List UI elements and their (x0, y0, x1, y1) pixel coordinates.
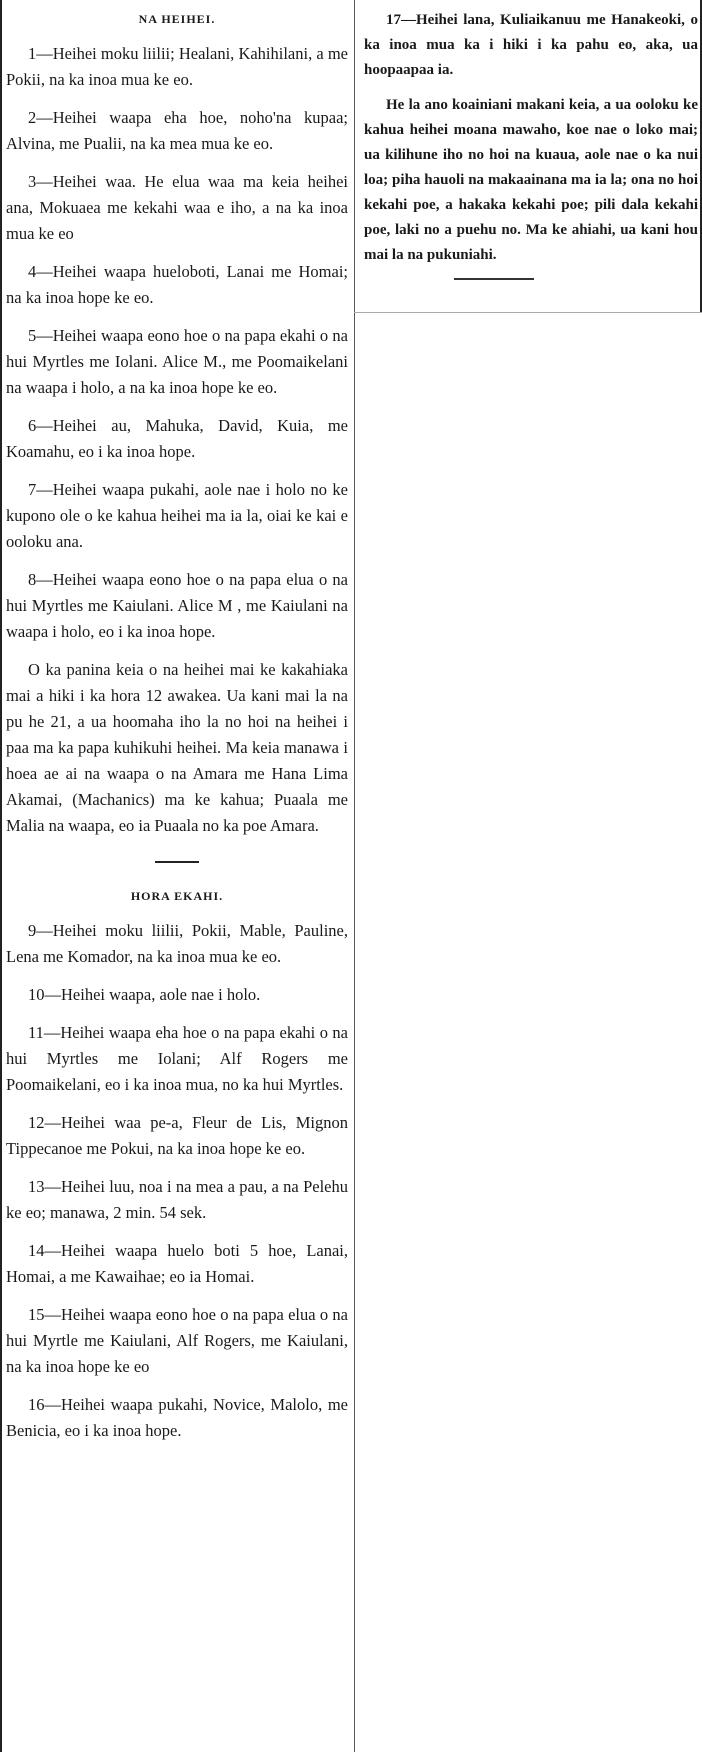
race-entry-13: 13—Heihei luu, noa i na mea a pau, a na Pelehu ke eo; manawa, 2 min. 54 sek. (6, 1177, 348, 1222)
morning-summary-paragraph: O ka panina keia o na heihei mai ke kakahiaka mai a hiki i ka hora 12 awakea. Ua kani mai la na pu he 21, a ua hoomaha iho la no hoi na heihei i paa ma ka papa kuhikuhi heihei. Ma keia manawa i hoea ae ai na waapa o na Amara me Hana Lima Akamai, (Machanics) ma ke kahua; Puaala me Malia na waapa, eo ia Puaala no ka poe Amara. (6, 660, 348, 835)
right-column-bottom-rule (354, 312, 702, 313)
right-column (358, 0, 702, 312)
race-entry-4: 4—Heihei waapa hueloboti, Lanai me Homai; na ka inoa hope ke eo. (6, 262, 348, 307)
race-entry-7: 7—Heihei waapa pukahi, aole nae i holo no ke kupono ole o ke kahua heihei ma ia la, oiai ke kai e ooloku ana. (6, 480, 348, 551)
race-entry-9: 9—Heihei moku liilii, Pokii, Mable, Pauline, Lena me Komador, na ka inoa mua ke eo. (6, 921, 348, 966)
end-mark-rule (454, 278, 534, 280)
race-entry-15: 15—Heihei waapa eono hoe o na papa elua o na hui Myrtle me Kaiulani, Alf Rogers, me Kaiulani, na ka inoa hope ke eo (6, 1305, 348, 1376)
race-entry-2: 2—Heihei waapa eha hoe, noho'na kupaa; Alvina, me Pualii, na ka mea mua ke eo. (6, 108, 348, 153)
race-entry-6: 6—Heihei au, Mahuka, David, Kuia, me Koamahu, eo i ka inoa hope. (6, 416, 348, 461)
race-entry-16: 16—Heihei waapa pukahi, Novice, Malolo, me Benicia, eo i ka inoa hope. (6, 1395, 348, 1440)
column-divider-rule (354, 0, 355, 1752)
section-divider (155, 861, 199, 863)
race-entry-3: 3—Heihei waa. He elua waa ma keia heihei ana, Mokuaea me kekahi waa e iho, a na ka inoa mua ke eo (6, 172, 348, 243)
section-heading-hora-ekahi: HORA EKAHI. (130, 889, 224, 903)
race-entry-11: 11—Heihei waapa eha hoe o na papa ekahi o na hui Myrtles me Iolani; Alf Rogers me Poomaikelani, eo i ka inoa mua, no ka hui Myrtles. (6, 1023, 348, 1094)
closing-paragraph: He la ano koainiani makani keia, a ua ooloku ke kahua heihei moana mawaho, koe nae o loko mai; ua kilihune iho no hoi na kuaua, aole nae o ka nui loa; piha hauoli na makaainana ma ia la; ona no hoi kekahi poe, a hakaka kekahi poe; pili dala kekahi poe, laki no a puehu no. Ma ke ahiahi, ua kani hou mai la na pukuniahi. (364, 97, 698, 263)
race-entry-8: 8—Heihei waapa eono hoe o na papa elua o na hui Myrtles me Kaiulani. Alice M , me Kaiulani na waapa i holo, eo i ka inoa hope. (6, 570, 348, 641)
section-heading-na-heihei: NA HEIHEI. (138, 12, 216, 26)
race-entry-14: 14—Heihei waapa huelo boti 5 hoe, Lanai, Homai, a me Kawaihae; eo ia Homai. (6, 1241, 348, 1286)
race-entry-1: 1—Heihei moku liilii; Healani, Kahihilani, a me Pokii, na ka inoa mua ke eo. (6, 44, 348, 89)
race-entry-10: 10—Heihei waapa, aole nae i holo. (28, 985, 261, 1004)
race-entry-5: 5—Heihei waapa eono hoe o na papa ekahi o na hui Myrtles me Iolani. Alice M., me Poomaikelani na waapa i holo, a na ka inoa hope ke eo. (6, 326, 348, 397)
race-entry-17: 17—Heihei lana, Kuliaikanuu me Hanakeoki, o ka inoa mua ka i hiki i ka pahu eo, aka, ua hoopaapaa ia. (364, 12, 698, 78)
race-entry-12: 12—Heihei waa pe-a, Fleur de Lis, Mignon Tippecanoe me Pokui, na ka inoa hope ke eo. (6, 1113, 348, 1158)
